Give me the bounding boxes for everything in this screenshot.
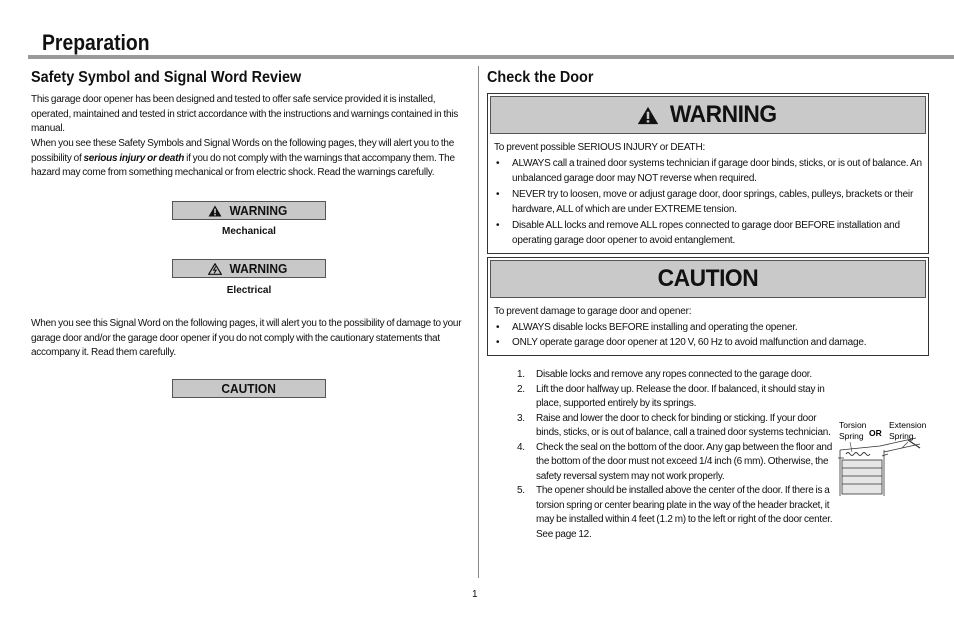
caution-bullet-list: [494, 320, 922, 351]
list-item: 4. Check the seal on the bottom of the door. Any gap between the floor and the bottom of the door must not exceed 1/4 inch (6 mm). Otherwise, the safety reversal system may not work properly.: [517, 441, 833, 482]
title-rule: [28, 55, 954, 59]
caution-box: [487, 257, 929, 356]
warning-intro: To prevent possible SERIOUS INJURY or DEATH:: [494, 142, 706, 153]
list-item: 1. Disable locks and remove any ropes connected to the garage door.: [517, 369, 812, 380]
warning-triangle-icon: [208, 205, 222, 217]
warning-box-body: [488, 136, 928, 253]
garage-door-drawing: [838, 438, 920, 496]
caution-label: [172, 379, 326, 398]
serious-injury-emphasis: serious injury or death: [83, 152, 185, 164]
list-item: • Disable ALL locks and remove ALL ropes connected to garage door BEFORE installation and operating garage door opener to avoid entanglement.: [494, 218, 922, 249]
electrical-caption: Electrical: [226, 285, 272, 296]
electrical-warning-label: [172, 259, 326, 278]
page-title: Preparation: [42, 30, 150, 55]
spring-type-figure: [836, 418, 932, 498]
list-item: • NEVER try to loosen, move or adjust garage door, door springs, cables, pulleys, brackets or their hardware, ALL of which are under EXTREME tension.: [494, 187, 922, 218]
list-item: 5. The opener should be installed above the center of the door. If there is a torsion spring or center bearing plate in the way of the header bracket, it may be installed within 4 feet (1.2 m) to the left or right of the door center. See page 12.: [517, 485, 833, 540]
extension-label-line1: Extension: [889, 420, 927, 430]
list-item: 2. Lift the door halfway up. Release the door. If balanced, it should stay in place, supported entirely by its springs.: [517, 383, 825, 409]
safety-heading: Safety Symbol and Signal Word Review: [31, 69, 302, 86]
warning-triangle-icon: [637, 106, 659, 125]
caution-paragraph: When you see this Signal Word on the following pages, it will alert you to the possibility of damage to your garage door and/or the garage door opener if you do not comply with the cautionary statements that accompany it. Read them carefully.: [31, 318, 462, 358]
warning-box-header: [490, 96, 926, 134]
page-number: 1: [472, 589, 478, 600]
caution-label-text: CAUTION: [221, 381, 277, 396]
list-item: • ALWAYS disable locks BEFORE installing and operating the opener.: [494, 320, 922, 336]
check-door-heading: Check the Door: [487, 69, 594, 86]
electric-warning-icon: [208, 263, 222, 275]
intro-paragraph: This garage door opener has been designed and tested to offer safe service provided it is installed, operated, maintained and tested in strict accordance with the instructions and warnings contained in this manual.: [31, 94, 459, 134]
caution-box-body: [488, 300, 928, 355]
mechanical-caption: Mechanical: [222, 226, 276, 237]
electrical-warning-text: WARNING: [229, 261, 288, 276]
warning-bullet-list: [494, 156, 922, 249]
mechanical-warning-text: WARNING: [229, 203, 288, 218]
torsion-label-line2: Spring: [839, 431, 864, 441]
caution-intro: To prevent damage to garage door and opener:: [494, 306, 692, 317]
signal-words-paragraph: When you see these Safety Symbols and Signal Words on the following pages, they will alert you to the possibility of serious injury or death if you do not comply with the warnings that accompany them. The hazard may come from something mechanical or from electric shock. Read the warnings carefully.: [31, 138, 455, 178]
list-item: 3. Raise and lower the door to check for binding or sticking. If your door binds, sticks, or is out of balance, call a trained door systems technician.: [517, 412, 831, 438]
extension-label-line2: Spring: [889, 431, 914, 441]
check-door-steps: [514, 368, 834, 542]
mechanical-warning-label: [172, 201, 326, 220]
list-item: • ONLY operate garage door opener at 120 V, 60 Hz to avoid malfunction and damage.: [494, 335, 922, 351]
torsion-label-line1: Torsion: [839, 420, 867, 430]
warning-box-title: WARNING: [669, 101, 777, 128]
caution-box-title: CAUTION: [657, 265, 759, 292]
column-divider: [478, 66, 479, 578]
warning-box: [487, 93, 929, 254]
or-label: OR: [869, 428, 882, 438]
caution-box-header: [490, 260, 926, 298]
list-item: • ALWAYS call a trained door systems technician if garage door binds, sticks, or is out of balance. An unbalanced garage door may NOT reverse when required.: [494, 156, 922, 187]
